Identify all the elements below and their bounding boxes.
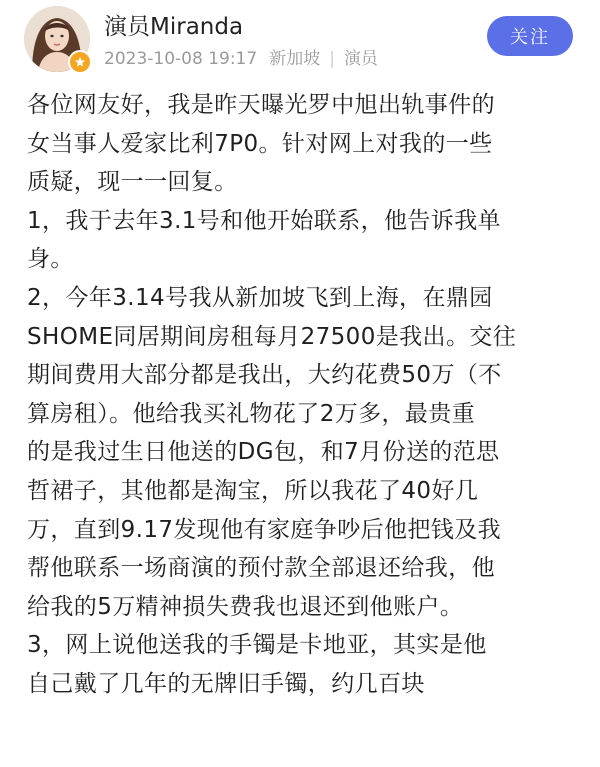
- post-line: SHOME同居期间房租每月27500是我出。交往: [27, 323, 517, 350]
- meta-separator: |: [329, 49, 335, 69]
- follow-button[interactable]: 关注: [487, 16, 573, 56]
- post-line: 2，今年3.14号我从新加坡飞到上海，在鼎园: [27, 284, 493, 311]
- post-meta: [104, 44, 378, 69]
- post-line: 给我的5万精神损失费我也退还到他账户。: [27, 593, 464, 620]
- post-content: [27, 86, 587, 704]
- post-line: 期间费用大部分都是我出，大约花费50万（不: [27, 362, 502, 389]
- avatar[interactable]: [24, 6, 90, 72]
- post-line: 身。: [27, 246, 74, 273]
- author-name[interactable]: 演员Miranda: [104, 14, 244, 40]
- post-line: 帮他联系一场商演的预付款全部退还给我，他: [27, 555, 495, 582]
- post-date: 2023-10-08 19:17: [104, 49, 258, 69]
- post-line: 1，我于去年3.1号和他开始联系，他告诉我单: [27, 207, 502, 234]
- post-line: 自己戴了几年的无牌旧手镯，约几百块: [27, 670, 425, 697]
- post-line: 质疑，现一一回复。: [27, 169, 238, 196]
- post-location: 新加坡: [269, 49, 321, 69]
- post-line: 算房租）。他给我买礼物花了2万多，最贵重: [27, 400, 476, 427]
- author-tag: 演员: [343, 49, 378, 69]
- post-line: 哲裙子，其他都是淘宝，所以我花了40好几: [27, 477, 479, 504]
- post-line: 女当事人爱家比利7P0。针对网上对我的一些: [27, 130, 493, 157]
- post-line: 万，直到9.17发现他有家庭争吵后他把钱及我: [27, 516, 502, 543]
- post-line: 3，网上说他送我的手镯是卡地亚，其实是他: [27, 632, 487, 659]
- post-header: [0, 0, 600, 80]
- post-line: 各位网友好，我是昨天曝光罗中旭出轨事件的: [27, 92, 495, 118]
- post-line: 的是我过生日他送的DG包，和7月份送的范思: [27, 439, 500, 466]
- verified-badge-icon: [68, 50, 92, 74]
